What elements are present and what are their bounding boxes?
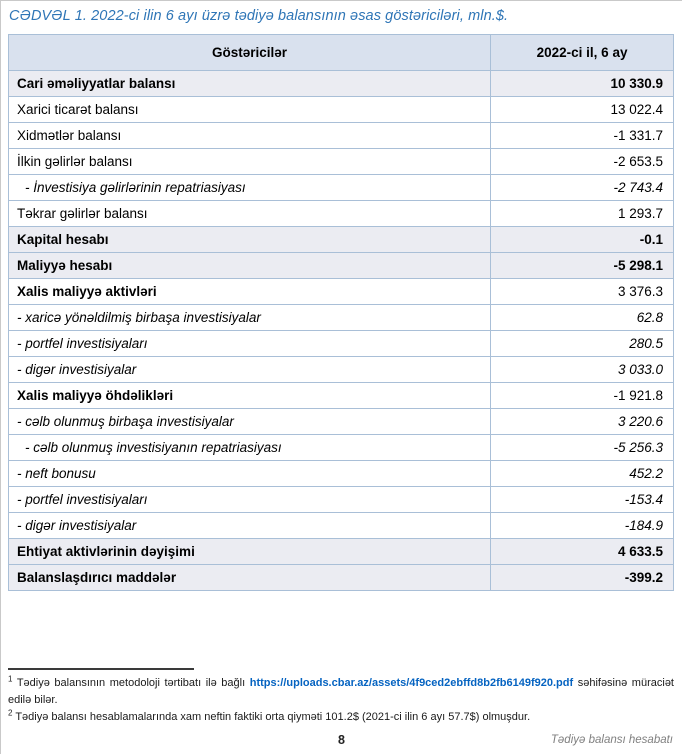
row-label: Xarici ticarət balansı <box>9 97 491 123</box>
column-header-indicators: Göstəricilər <box>9 35 491 71</box>
table-row <box>9 565 674 591</box>
row-value: 3 220.6 <box>491 409 674 435</box>
table-row <box>9 201 674 227</box>
row-value: -153.4 <box>491 487 674 513</box>
footnote-2 <box>8 709 674 726</box>
row-label: Cari əməliyyatlar balansı <box>9 71 491 97</box>
table-row <box>9 513 674 539</box>
table-row <box>9 279 674 305</box>
footnote-2-marker: 2 <box>8 708 13 718</box>
table-row <box>9 175 674 201</box>
table-row <box>9 123 674 149</box>
table-body <box>9 71 674 591</box>
balance-of-payments-table <box>8 34 674 591</box>
row-label: Balanslaşdırıcı maddələr <box>9 565 491 591</box>
row-label: Ehtiyat aktivlərinin dəyişimi <box>9 539 491 565</box>
row-label: - cəlb olunmuş birbaşa investisiyalar <box>9 409 491 435</box>
table-row <box>9 253 674 279</box>
row-label: - digər investisiyalar <box>9 357 491 383</box>
table-row <box>9 539 674 565</box>
table-row <box>9 461 674 487</box>
row-value: -184.9 <box>491 513 674 539</box>
row-label: Maliyyə hesabı <box>9 253 491 279</box>
row-value: -1 331.7 <box>491 123 674 149</box>
footnote-1-link[interactable]: https://uploads.cbar.az/assets/4f9ced2ebffd8b2fb6149f920.pdf <box>249 676 574 689</box>
footnote-1 <box>8 675 674 709</box>
row-label: - digər investisiyalar <box>9 513 491 539</box>
row-value: -0.1 <box>491 227 674 253</box>
table-header-row <box>9 35 674 71</box>
page-number: 8 <box>338 733 345 747</box>
page-title: CƏDVƏL 1. 2022-ci ilin 6 ayı üzrə tədiyə balansının əsas göstəriciləri, mln.$. <box>9 8 509 24</box>
row-label: Kapital hesabı <box>9 227 491 253</box>
row-value: 4 633.5 <box>491 539 674 565</box>
row-value: 10 330.9 <box>491 71 674 97</box>
row-label: Xalis maliyyə öhdəlikləri <box>9 383 491 409</box>
table-row <box>9 97 674 123</box>
footnote-1-marker: 1 <box>8 674 13 684</box>
table-row <box>9 383 674 409</box>
table-row <box>9 487 674 513</box>
row-value: -2 743.4 <box>491 175 674 201</box>
report-title-footer: Tədiyə balansı hesabatı <box>550 734 673 746</box>
row-value: 1 293.7 <box>491 201 674 227</box>
row-value: -399.2 <box>491 565 674 591</box>
row-label: İlkin gəlirlər balansı <box>9 149 491 175</box>
row-label: Xalis maliyyə aktivləri <box>9 279 491 305</box>
table-row <box>9 227 674 253</box>
row-value: 280.5 <box>491 331 674 357</box>
table-row <box>9 331 674 357</box>
table-row <box>9 435 674 461</box>
footnote-2-text: Tədiyə balansı hesablamalarında xam neftin faktiki orta qiyməti 101.2$ (2021-ci ilin 6 ayı 57.7$) olmuşdur. <box>15 710 531 723</box>
row-label: Xidmətlər balansı <box>9 123 491 149</box>
row-value: 13 022.4 <box>491 97 674 123</box>
table-row <box>9 305 674 331</box>
row-value: 3 376.3 <box>491 279 674 305</box>
row-value: -5 256.3 <box>491 435 674 461</box>
row-value: 3 033.0 <box>491 357 674 383</box>
table-row <box>9 149 674 175</box>
table-row <box>9 71 674 97</box>
row-label: - cəlb olunmuş investisiyanın repatriasiyası <box>9 435 491 461</box>
footnote-1-text-after: səhifəsinə müraciət edilə bilər. <box>8 676 674 706</box>
row-label: - İnvestisiya gəlirlərinin repatriasiyası <box>9 175 491 201</box>
row-label: - portfel investisiyaları <box>9 331 491 357</box>
row-label: - xaricə yönəldilmiş birbaşa investisiyalar <box>9 305 491 331</box>
row-value: 452.2 <box>491 461 674 487</box>
footnotes-section <box>8 668 674 726</box>
page-footer <box>1 733 682 751</box>
row-label: - portfel investisiyaları <box>9 487 491 513</box>
row-label: - neft bonusu <box>9 461 491 487</box>
table-row <box>9 409 674 435</box>
footnote-1-text-before: Tədiyə balansının metodoloji tərtibatı ilə bağlı <box>16 676 246 689</box>
row-value: -1 921.8 <box>491 383 674 409</box>
row-value: -5 298.1 <box>491 253 674 279</box>
table-row <box>9 357 674 383</box>
row-label: Təkrar gəlirlər balansı <box>9 201 491 227</box>
column-header-period: 2022-ci il, 6 ay <box>491 35 674 71</box>
footnote-separator-line <box>8 668 194 670</box>
row-value: -2 653.5 <box>491 149 674 175</box>
row-value: 62.8 <box>491 305 674 331</box>
